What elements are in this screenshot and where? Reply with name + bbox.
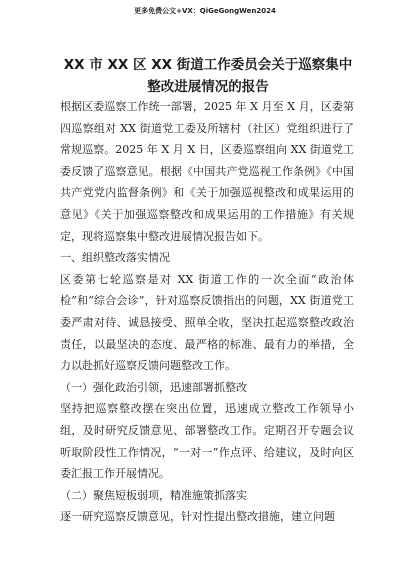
document-body — [60, 96, 354, 528]
subsection-heading-2: （二）聚焦短板弱项，精准施策抓落实 — [60, 488, 247, 502]
paragraph-subsection-1: 坚持把巡察整改摆在突出位置，迅速成立整改工作领导小组，及时研究反馈意见、部署整改工作。定期召开专题会议听取阶段性工作情况，“一对一”作点评、给建议，及时向区委汇报工作开展情况。 — [60, 402, 354, 481]
subsection-heading-1: （一）强化政治引领，迅速部署抓整改 — [60, 380, 247, 394]
paragraph-section-1: 区委第七轮巡察是对 XX 街道工作的一次全面“政治体检”和“综合会诊”，针对巡察反馈指出的问题，XX 街道党工委严肃对待、诚恳接受、照单全收，坚决扛起巡察整改政治责任，以最坚决的态度、最严格的标准、最有力的举措，全力以赴抓好巡察反馈问题整改工作。 — [60, 272, 354, 373]
paragraph-subsection-2: 逐一研究巡察反馈意见，针对性提出整改措施，建立问题 — [60, 510, 335, 524]
section-heading-1: 一、组织整改落实情况 — [60, 251, 170, 265]
paragraph-intro: 根据区委巡察工作统一部署，2025 年 X 月至 X 月，区委第四巡察组对 XX 街道党工委及所辖村（社区）党组织进行了常规巡察。2025 年 X 月 X 日，区委巡察组向 XX 街道党工委反馈了巡察意见。根据《中国共产党巡视工作条例》《中国共产党党内监督条例》和《关于加强巡视整改和成果运用的意见》《关于加强巡察整改和成果运用的工作措施》有关规定，现将巡察集中整改进展情况报告如下。 — [60, 100, 354, 243]
document-title: XX 市 XX 区 XX 街道工作委员会关于巡察集中整改进展情况的报告 — [63, 57, 353, 95]
header-note: 更多免费公文+VX：QiGeGongWen2024 — [134, 7, 276, 15]
